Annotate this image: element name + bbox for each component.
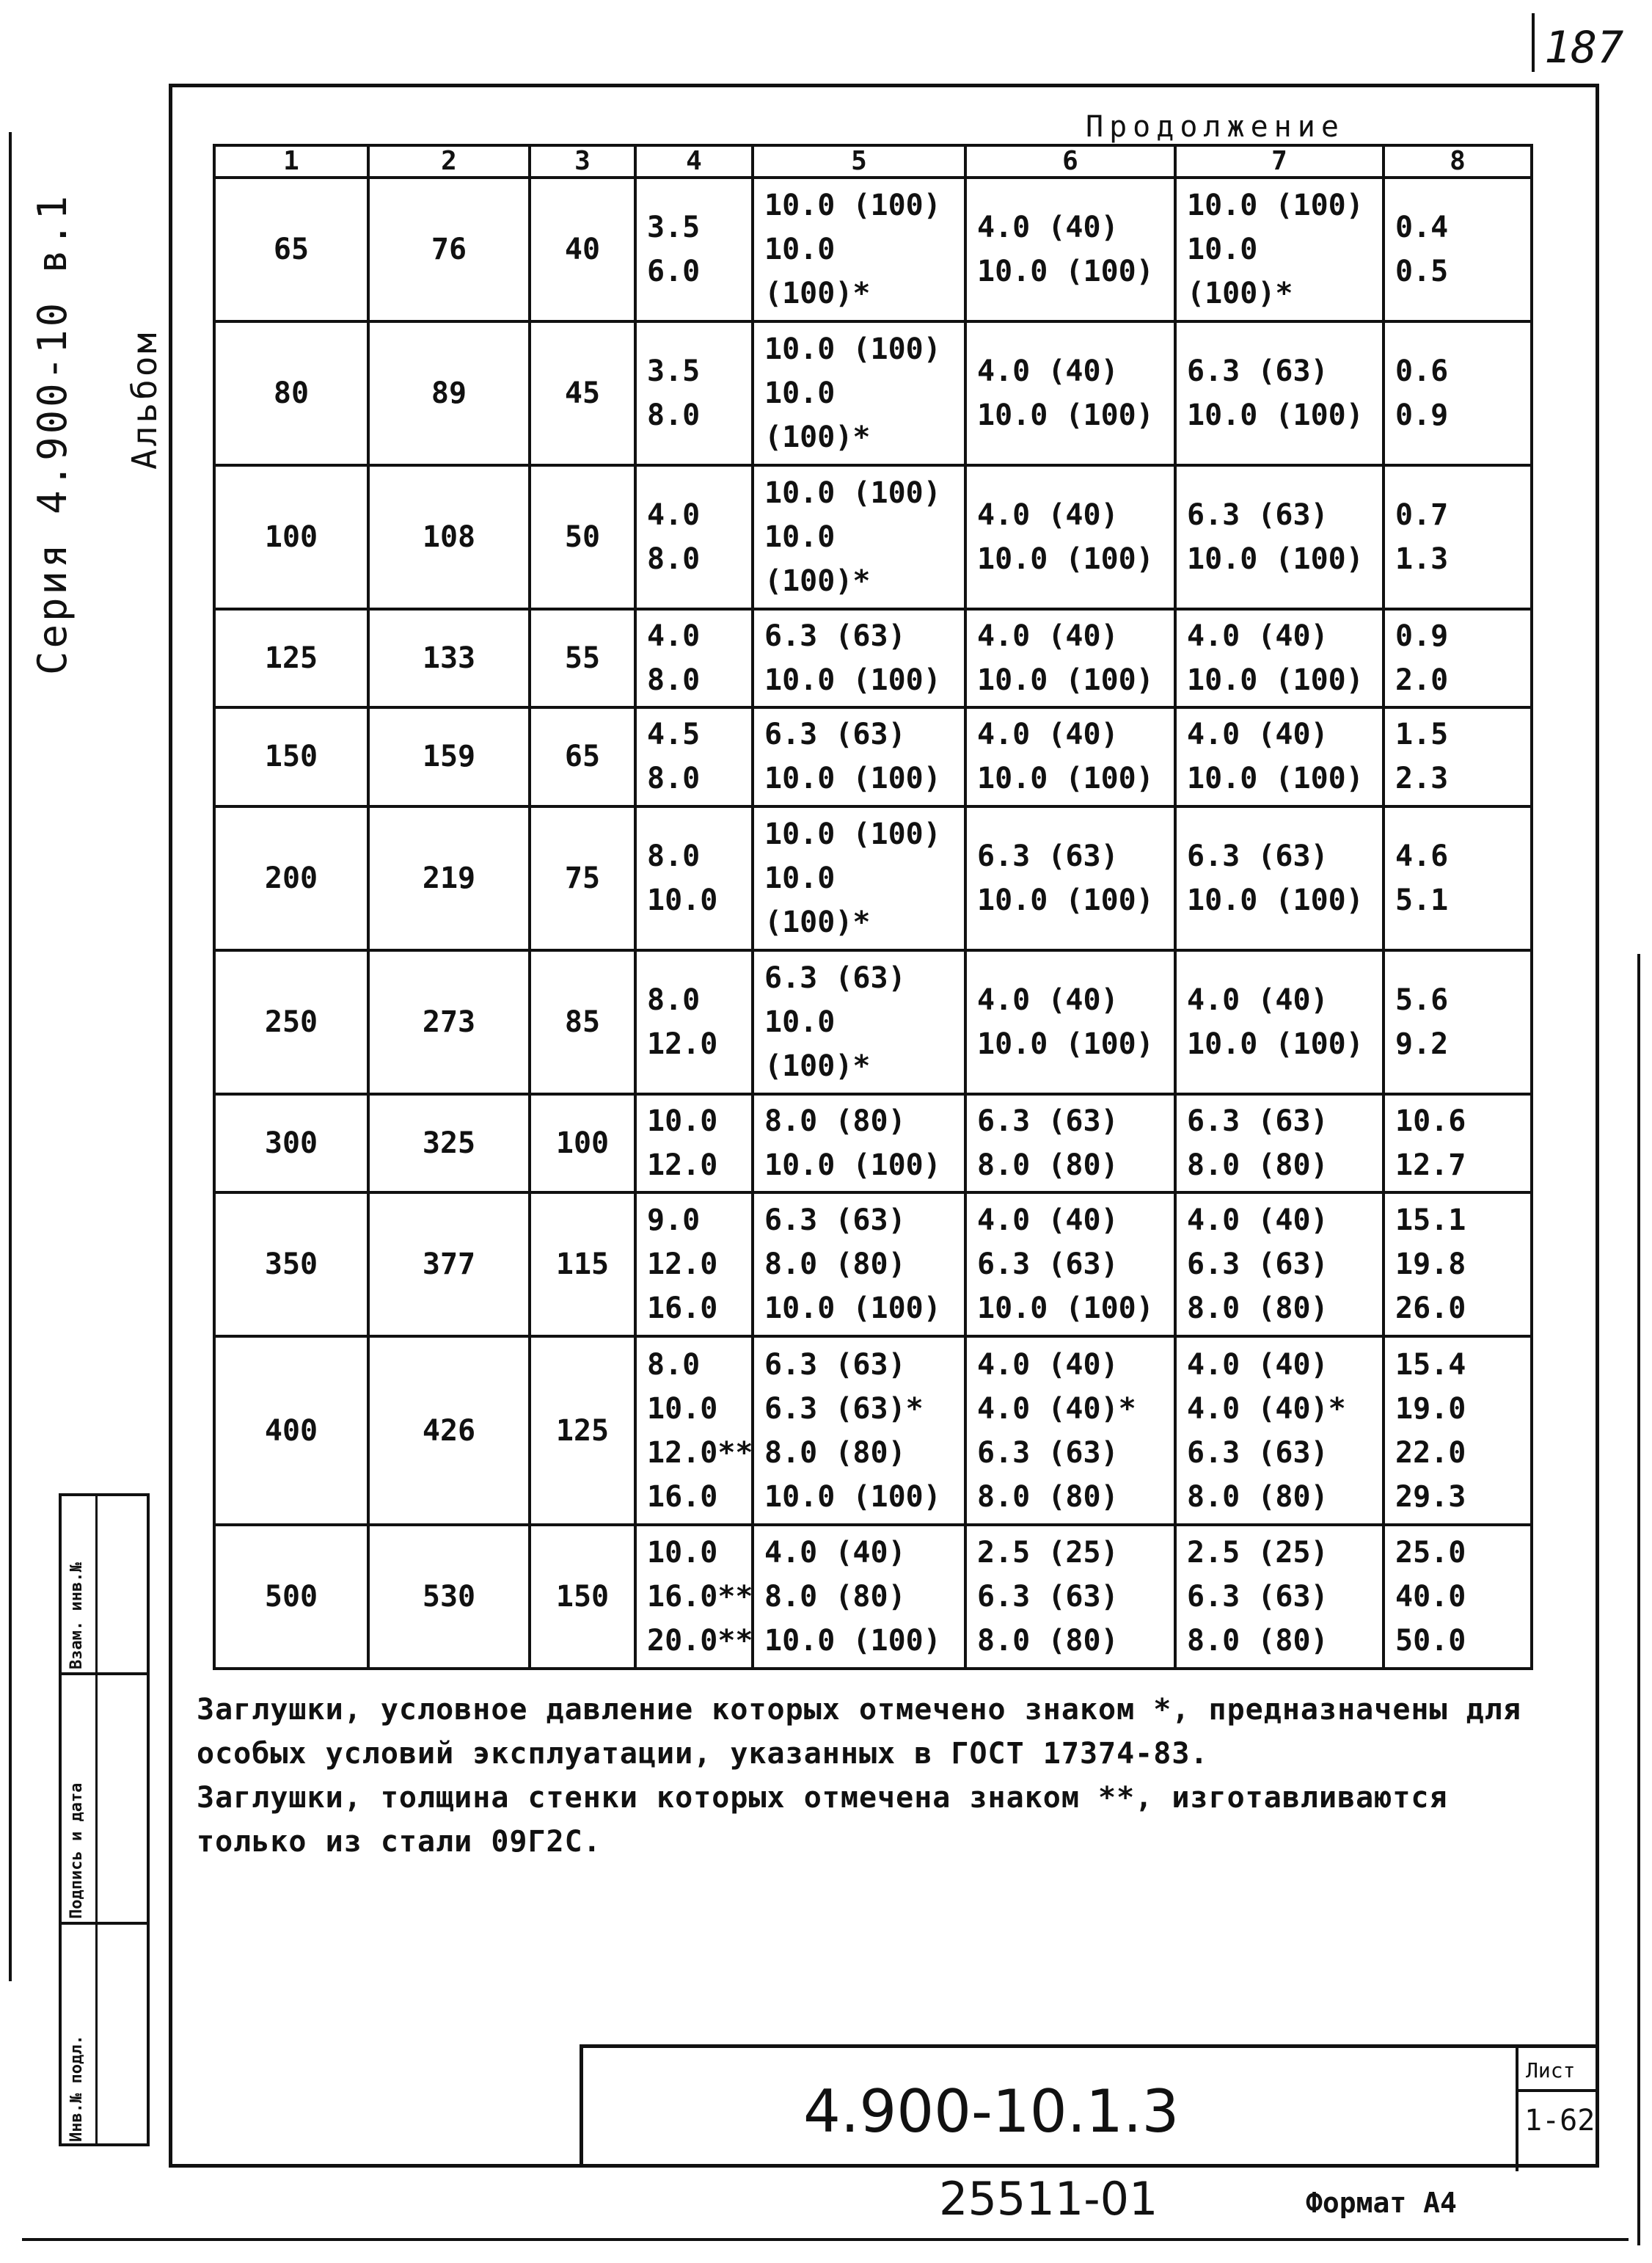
table-cell: 75 xyxy=(530,806,635,950)
header-cell: 1 xyxy=(214,145,368,178)
table-cell: 6.3 (63) 10.0 (100) xyxy=(1175,806,1384,950)
table-cell: 55 xyxy=(530,609,635,708)
table-cell: 10.0 (100) 10.0 (100)* xyxy=(753,178,965,321)
table-cell: 350 xyxy=(214,1192,368,1336)
table-cell: 159 xyxy=(368,707,530,806)
table-cell: 4.0 8.0 xyxy=(635,609,753,708)
table-cell: 5.6 9.2 xyxy=(1384,950,1532,1094)
table-row xyxy=(214,707,1532,806)
stamp-row-divider xyxy=(62,1922,147,1925)
table-cell: 150 xyxy=(530,1525,635,1669)
table-cell: 4.0 (40) 10.0 (100) xyxy=(965,465,1175,609)
table-cell: 4.0 (40) 10.0 (100) xyxy=(965,950,1175,1094)
series-label: Серия 4.900-10 в.1 xyxy=(29,192,76,675)
footnote-wall-thickness: Заглушки, толщина стенки которых отмечена знаком **, изготавливаются только из стали 09Г2С. xyxy=(197,1781,1448,1859)
inventory-number: 25511-01 xyxy=(939,2172,1158,2226)
table-cell: 133 xyxy=(368,609,530,708)
table-cell: 76 xyxy=(368,178,530,321)
table-cell: 200 xyxy=(214,806,368,950)
bottom-rule xyxy=(22,2238,1629,2241)
table-cell: 150 xyxy=(214,707,368,806)
sheet-number: 1-62 xyxy=(1524,2104,1596,2138)
document-code: 4.900-10.1.3 xyxy=(803,2077,1180,2146)
table-cell: 10.0 (100) 10.0 (100)* xyxy=(1175,178,1384,321)
table-cell: 125 xyxy=(530,1336,635,1525)
table-cell: 2.5 (25) 6.3 (63) 8.0 (80) xyxy=(965,1525,1175,1669)
table-cell: 4.0 (40) 10.0 (100) xyxy=(1175,707,1384,806)
table-cell: 6.3 (63) 8.0 (80) 10.0 (100) xyxy=(753,1192,965,1336)
table-cell: 273 xyxy=(368,950,530,1094)
table-cell: 4.0 (40) 10.0 (100) xyxy=(1175,950,1384,1094)
table-row xyxy=(214,1525,1532,1669)
footnote-pressure: Заглушки, условное давление которых отмечено знаком *, предназначены для особых условий эксплуатации, указанных в ГОСТ 17374-83. xyxy=(197,1693,1521,1771)
table-cell: 100 xyxy=(530,1094,635,1193)
header-cell: 6 xyxy=(965,145,1175,178)
table-cell: 0.6 0.9 xyxy=(1384,321,1532,465)
header-cell: 7 xyxy=(1175,145,1384,178)
table-cell: 10.0 12.0 xyxy=(635,1094,753,1193)
table-header-row xyxy=(214,145,1532,178)
table-cell: 3.5 8.0 xyxy=(635,321,753,465)
table-cell: 15.1 19.8 26.0 xyxy=(1384,1192,1532,1336)
header-cell: 3 xyxy=(530,145,635,178)
table-cell: 6.3 (63) 8.0 (80) xyxy=(1175,1094,1384,1193)
table-row xyxy=(214,1094,1532,1193)
stamp-label-replacement: Взам. инв.№ xyxy=(67,1562,86,1669)
table-cell: 6.3 (63) 10.0 (100) xyxy=(753,707,965,806)
table-cell: 377 xyxy=(368,1192,530,1336)
table-cell: 0.9 2.0 xyxy=(1384,609,1532,708)
plug-dimensions-table xyxy=(213,144,1533,1670)
table-cell: 45 xyxy=(530,321,635,465)
table-cell: 6.3 (63) 10.0 (100)* xyxy=(753,950,965,1094)
table-cell: 400 xyxy=(214,1336,368,1525)
table-cell: 4.0 (40) 4.0 (40)* 6.3 (63) 8.0 (80) xyxy=(1175,1336,1384,1525)
table-cell: 125 xyxy=(214,609,368,708)
table-cell: 4.0 (40) 6.3 (63) 8.0 (80) xyxy=(1175,1192,1384,1336)
table-cell: 0.4 0.5 xyxy=(1384,178,1532,321)
stamp-label-inventory: Инв.№ подл. xyxy=(67,2035,86,2142)
table-cell: 6.3 (63) 6.3 (63)* 8.0 (80) 10.0 (100) xyxy=(753,1336,965,1525)
table-row xyxy=(214,321,1532,465)
table-cell: 0.7 1.3 xyxy=(1384,465,1532,609)
table-cell: 6.3 (63) 10.0 (100) xyxy=(1175,321,1384,465)
table-cell: 4.0 (40) 6.3 (63) 10.0 (100) xyxy=(965,1192,1175,1336)
table-cell: 25.0 40.0 50.0 xyxy=(1384,1525,1532,1669)
table-cell: 6.3 (63) 8.0 (80) xyxy=(965,1094,1175,1193)
top-rule xyxy=(1532,13,1535,72)
table-cell: 219 xyxy=(368,806,530,950)
table-cell: 10.0 (100) 10.0 (100)* xyxy=(753,321,965,465)
table-cell: 10.0 16.0** 20.0** xyxy=(635,1525,753,1669)
table-cell: 108 xyxy=(368,465,530,609)
table-cell: 115 xyxy=(530,1192,635,1336)
table-row xyxy=(214,950,1532,1094)
table-cell: 4.0 (40) 10.0 (100) xyxy=(1175,609,1384,708)
table-cell: 426 xyxy=(368,1336,530,1525)
header-cell: 4 xyxy=(635,145,753,178)
stamp-row-divider xyxy=(62,1672,147,1675)
header-cell: 2 xyxy=(368,145,530,178)
table-cell: 3.5 6.0 xyxy=(635,178,753,321)
approval-stamp xyxy=(59,1493,150,2146)
sheet-box xyxy=(1516,2048,1599,2171)
table-cell: 4.6 5.1 xyxy=(1384,806,1532,950)
table-cell: 2.5 (25) 6.3 (63) 8.0 (80) xyxy=(1175,1525,1384,1669)
table-cell: 8.0 12.0 xyxy=(635,950,753,1094)
table-cell: 10.0 (100) 10.0 (100)* xyxy=(753,806,965,950)
table-cell: 6.3 (63) 10.0 (100) xyxy=(1175,465,1384,609)
format-label: Формат А4 xyxy=(1306,2187,1457,2219)
left-margin-line xyxy=(9,132,12,1981)
header-cell: 5 xyxy=(753,145,965,178)
table-row xyxy=(214,178,1532,321)
footnotes xyxy=(197,1688,1561,1864)
title-block xyxy=(580,2044,1599,2168)
table-cell: 15.4 19.0 22.0 29.3 xyxy=(1384,1336,1532,1525)
table-cell: 65 xyxy=(530,707,635,806)
table-cell: 6.3 (63) 10.0 (100) xyxy=(753,609,965,708)
table-cell: 4.0 (40) 8.0 (80) 10.0 (100) xyxy=(753,1525,965,1669)
sheet-divider xyxy=(1518,2089,1599,2092)
table-cell: 50 xyxy=(530,465,635,609)
table-row xyxy=(214,1192,1532,1336)
table-cell: 80 xyxy=(214,321,368,465)
table-row xyxy=(214,609,1532,708)
table-cell: 4.0 (40) 4.0 (40)* 6.3 (63) 8.0 (80) xyxy=(965,1336,1175,1525)
table-row xyxy=(214,465,1532,609)
table-cell: 10.0 (100) 10.0 (100)* xyxy=(753,465,965,609)
table-cell: 300 xyxy=(214,1094,368,1193)
header-cell: 8 xyxy=(1384,145,1532,178)
continuation-label: Продолжение xyxy=(1086,110,1345,144)
table-cell: 530 xyxy=(368,1525,530,1669)
table-row xyxy=(214,1336,1532,1525)
table-cell: 89 xyxy=(368,321,530,465)
table-cell: 65 xyxy=(214,178,368,321)
table-cell: 6.3 (63) 10.0 (100) xyxy=(965,806,1175,950)
table-cell: 8.0 10.0 12.0** 16.0 xyxy=(635,1336,753,1525)
page-number: 187 xyxy=(1544,22,1624,73)
stamp-column-divider xyxy=(95,1496,98,2143)
table-cell: 8.0 10.0 xyxy=(635,806,753,950)
right-margin-line xyxy=(1637,954,1640,2245)
table-cell: 500 xyxy=(214,1525,368,1669)
table-cell: 250 xyxy=(214,950,368,1094)
album-label: Альбом xyxy=(125,329,164,470)
table-cell: 4.0 (40) 10.0 (100) xyxy=(965,321,1175,465)
stamp-label-signature: Подпись и дата xyxy=(67,1782,86,1919)
table-cell: 4.0 8.0 xyxy=(635,465,753,609)
table-cell: 4.0 (40) 10.0 (100) xyxy=(965,609,1175,708)
table-cell: 325 xyxy=(368,1094,530,1193)
table-cell: 10.6 12.7 xyxy=(1384,1094,1532,1193)
table-cell: 100 xyxy=(214,465,368,609)
table-cell: 4.0 (40) 10.0 (100) xyxy=(965,178,1175,321)
table-cell: 85 xyxy=(530,950,635,1094)
table-cell: 40 xyxy=(530,178,635,321)
table-cell: 9.0 12.0 16.0 xyxy=(635,1192,753,1336)
sheet-label: Лист xyxy=(1526,2058,1576,2082)
table-cell: 4.5 8.0 xyxy=(635,707,753,806)
table-cell: 4.0 (40) 10.0 (100) xyxy=(965,707,1175,806)
table-row xyxy=(214,806,1532,950)
table-cell: 8.0 (80) 10.0 (100) xyxy=(753,1094,965,1193)
table-cell: 1.5 2.3 xyxy=(1384,707,1532,806)
